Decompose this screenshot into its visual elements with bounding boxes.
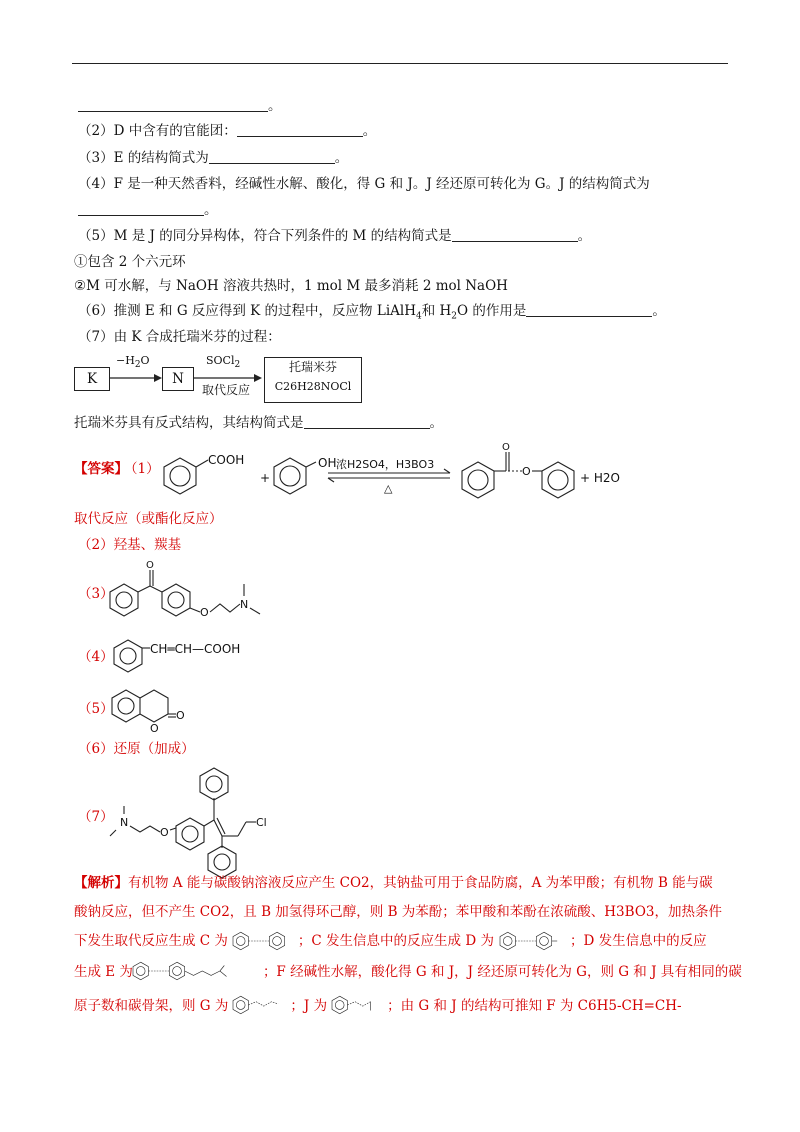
q7-tail: 托瑞米芬具有反式结构，其结构简式是 。 [74, 415, 443, 431]
answer-2: （2）羟基、羰基 [78, 537, 182, 553]
answer-blank [78, 97, 268, 112]
q3: （3）E 的结构简式为 。 [78, 150, 349, 166]
answer-blank [452, 227, 578, 242]
answer-1-num: （1） [124, 461, 160, 477]
answer-6: （6）还原（加成） [78, 741, 195, 757]
svg-text:O: O [146, 560, 154, 571]
answer-blank [209, 149, 335, 164]
q6: （6）推测 E 和 G 反应得到 K 的过程中，反应物 LiAlH$_4$和 $H_2O$ 的作用是 。 [78, 303, 666, 322]
svg-text:O: O [150, 722, 159, 735]
arrow2-condition: 取代反应 [202, 383, 251, 397]
q5: （5）M 是 J 的同分异构体，符合下列条件的 M 的结构简式是 。 [78, 228, 592, 244]
svg-text:Cl: Cl [256, 816, 267, 829]
answer-label: 【答案】 [74, 461, 128, 477]
arrow1-label: $-H_2O$ [116, 354, 150, 371]
q7: （7）由 K 合成托瑞米芬的过程： [78, 329, 281, 345]
condition-2: ②M 可水解，与 NaOH 溶液共热时，1 mol M 最多消耗 2 mol NaOH [74, 278, 508, 294]
answer-blank [304, 414, 430, 429]
analysis-line-4: 生成 E 为 ；F 经碱性水解，酸化得 G 和 J，J 经还原可转化为 G，则 G 和 J 具有相同的碳 [74, 964, 742, 980]
svg-text:+ H2O: + H2O [580, 471, 620, 485]
box-product: 托瑞米芬 C26H28NOCl [264, 357, 362, 403]
answer-3-num: （3） [78, 586, 114, 602]
structure-toremifene [110, 760, 310, 870]
svg-text:O: O [502, 442, 510, 453]
box-n: N [162, 367, 194, 391]
synthesis-flow [74, 354, 374, 407]
svg-text:O: O [522, 465, 531, 478]
analysis-line-1: 【解析】有机物 A 能与碳酸钠溶液反应产生 CO2，其钠盐可用于食品防腐，A 为苯甲酸；有机物 B 能与碳 [74, 875, 713, 891]
inline-structures [0, 920, 700, 1030]
svg-text:N: N [120, 816, 129, 829]
analysis-line-5: 原子数和碳骨架，则 G 为 ；J 为 ；由 G 和 J 的结构可推知 F 为 C6H5-CH=CH- [74, 998, 682, 1014]
svg-text:+: + [260, 471, 271, 485]
answer-4-num: （4） [78, 649, 114, 665]
answer-blank [237, 122, 363, 137]
structure-e [108, 562, 308, 632]
q1-tail: 。 [78, 97, 282, 115]
structure-m [112, 686, 212, 735]
header-rule [72, 63, 728, 64]
svg-text:△: △ [384, 482, 393, 495]
box-k: K [74, 367, 110, 391]
answer-blank [526, 302, 652, 317]
svg-text:N: N [240, 598, 249, 611]
q4-blank: 。 [78, 201, 218, 219]
esterification-reaction [160, 440, 660, 500]
arrow2-label: SOCl$_2$ [206, 354, 241, 371]
answer-5-num: （5） [78, 701, 114, 717]
svg-text:O: O [176, 709, 185, 722]
svg-text:浓H2SO4，H3BO3: 浓H2SO4，H3BO3 [336, 458, 435, 471]
svg-text:OH: OH [318, 456, 337, 470]
answer-7-num: （7） [78, 809, 114, 825]
q2: （2）D 中含有的官能团： 。 [78, 123, 377, 139]
structure-j [114, 636, 314, 676]
answer-blank [78, 201, 204, 216]
answer-1-type: 取代反应（或酯化反应） [74, 511, 223, 527]
svg-text:COOH: COOH [208, 453, 245, 467]
q4: （4）F 是一种天然香料，经碱性水解、酸化，得 G 和 J。J 经还原可转化为 G。J 的结构简式为 [78, 176, 650, 192]
svg-text:O: O [200, 606, 209, 619]
svg-text:CH═CH—COOH: CH═CH—COOH [150, 642, 241, 656]
condition-1: ①包含 2 个六元环 [74, 254, 186, 270]
analysis-line-3: 下发生取代反应生成 C 为 ；C 发生信息中的反应生成 D 为 ；D 发生信息中的反应 [74, 933, 707, 949]
svg-text:O: O [160, 826, 169, 839]
analysis-line-2: 酸钠反应，但不产生 CO2，且 B 加氢得环己醇，则 B 为苯酚；苯甲酸和苯酚在浓硫酸、H3BO3，加热条件 [74, 904, 722, 920]
